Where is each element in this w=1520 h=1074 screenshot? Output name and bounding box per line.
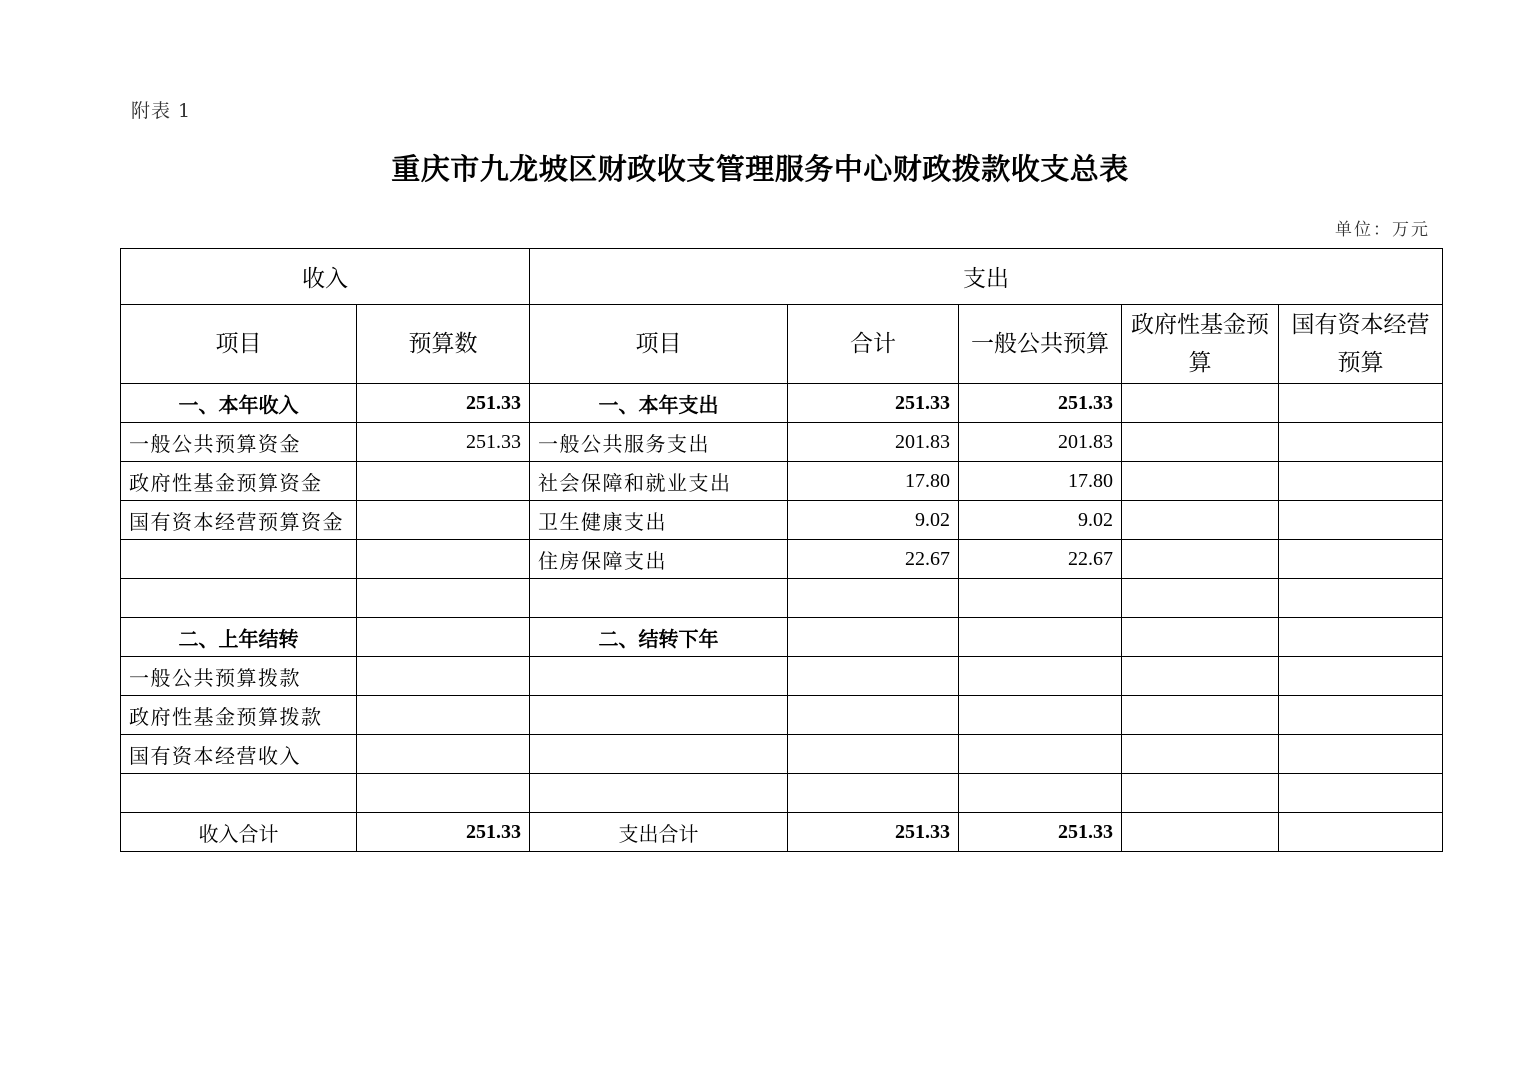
expense-total-label: 支出合计 <box>530 813 788 852</box>
general-budget-cell <box>959 579 1122 618</box>
income-amount-cell <box>357 735 530 774</box>
col-header-general-budget: 一般公共预算 <box>959 305 1122 384</box>
income-item-cell <box>121 774 357 813</box>
state-capital-cell <box>1279 540 1443 579</box>
general-budget-cell: 251.33 <box>959 384 1122 423</box>
budget-table <box>120 248 1443 852</box>
state-capital-cell <box>1279 384 1443 423</box>
state-capital-total <box>1279 813 1443 852</box>
general-budget-cell <box>959 696 1122 735</box>
fund-budget-cell <box>1122 774 1279 813</box>
expense-item-cell <box>530 579 788 618</box>
income-amount-cell: 251.33 <box>357 384 530 423</box>
table-row <box>121 735 1443 774</box>
expense-total-amount: 251.33 <box>788 813 959 852</box>
annex-label: 附表 1 <box>131 100 192 122</box>
income-amount-cell <box>357 696 530 735</box>
expense-total-cell: 251.33 <box>788 384 959 423</box>
fund-budget-cell <box>1122 579 1279 618</box>
expense-total-cell: 201.83 <box>788 423 959 462</box>
table-row <box>121 501 1443 540</box>
fund-budget-cell <box>1122 735 1279 774</box>
income-item-cell: 二、上年结转 <box>121 618 357 657</box>
table-row <box>121 696 1443 735</box>
expense-total-cell <box>788 579 959 618</box>
general-budget-cell <box>959 618 1122 657</box>
table-row <box>121 423 1443 462</box>
income-item-cell: 一、本年收入 <box>121 384 357 423</box>
state-capital-cell <box>1279 774 1443 813</box>
col-header-expense-item: 项目 <box>530 305 788 384</box>
fund-budget-cell <box>1122 696 1279 735</box>
income-amount-cell <box>357 657 530 696</box>
income-amount-cell <box>357 540 530 579</box>
table-row <box>121 579 1443 618</box>
income-amount-cell <box>357 579 530 618</box>
expense-group-header: 支出 <box>530 249 1443 305</box>
col-header-total: 合计 <box>788 305 959 384</box>
expense-item-cell <box>530 735 788 774</box>
table-row <box>121 657 1443 696</box>
general-budget-cell: 9.02 <box>959 501 1122 540</box>
expense-item-cell: 一般公共服务支出 <box>530 423 788 462</box>
expense-item-cell <box>530 696 788 735</box>
column-header-row <box>121 305 1443 384</box>
expense-item-cell: 社会保障和就业支出 <box>530 462 788 501</box>
expense-total-cell <box>788 696 959 735</box>
income-item-cell: 政府性基金预算拨款 <box>121 696 357 735</box>
table-row <box>121 774 1443 813</box>
general-budget-cell: 201.83 <box>959 423 1122 462</box>
page-title: 重庆市九龙坡区财政收支管理服务中心财政拨款收支总表 <box>391 152 1129 186</box>
totals-row <box>121 813 1443 852</box>
income-amount-cell <box>357 618 530 657</box>
fund-budget-total <box>1122 813 1279 852</box>
table-row <box>121 462 1443 501</box>
income-item-cell: 国有资本经营预算资金 <box>121 501 357 540</box>
state-capital-cell <box>1279 618 1443 657</box>
col-header-income-item: 项目 <box>121 305 357 384</box>
state-capital-cell <box>1279 696 1443 735</box>
state-capital-cell <box>1279 501 1443 540</box>
state-capital-cell <box>1279 423 1443 462</box>
fund-budget-cell <box>1122 462 1279 501</box>
income-total-label: 收入合计 <box>121 813 357 852</box>
state-capital-cell <box>1279 462 1443 501</box>
income-amount-cell: 251.33 <box>357 423 530 462</box>
income-group-header: 收入 <box>121 249 530 305</box>
expense-total-cell: 22.67 <box>788 540 959 579</box>
expense-total-cell <box>788 735 959 774</box>
state-capital-cell <box>1279 657 1443 696</box>
table-row <box>121 618 1443 657</box>
general-budget-cell: 17.80 <box>959 462 1122 501</box>
income-amount-cell <box>357 462 530 501</box>
general-budget-cell <box>959 657 1122 696</box>
expense-total-cell <box>788 657 959 696</box>
expense-item-cell <box>530 774 788 813</box>
col-header-state-capital-budget: 国有资本经营预算 <box>1279 305 1443 384</box>
fund-budget-cell <box>1122 384 1279 423</box>
general-budget-cell: 22.67 <box>959 540 1122 579</box>
fund-budget-cell <box>1122 540 1279 579</box>
income-total-amount: 251.33 <box>357 813 530 852</box>
expense-item-cell <box>530 657 788 696</box>
expense-total-cell <box>788 618 959 657</box>
fund-budget-cell <box>1122 423 1279 462</box>
fund-budget-cell <box>1122 657 1279 696</box>
income-item-cell <box>121 579 357 618</box>
expense-item-cell: 住房保障支出 <box>530 540 788 579</box>
income-item-cell: 一般公共预算资金 <box>121 423 357 462</box>
group-header-row <box>121 249 1443 305</box>
income-amount-cell <box>357 774 530 813</box>
expense-total-cell: 17.80 <box>788 462 959 501</box>
expense-total-cell <box>788 774 959 813</box>
general-budget-total: 251.33 <box>959 813 1122 852</box>
state-capital-cell <box>1279 735 1443 774</box>
general-budget-cell <box>959 735 1122 774</box>
col-header-fund-budget: 政府性基金预算 <box>1122 305 1279 384</box>
income-amount-cell <box>357 501 530 540</box>
income-item-cell: 一般公共预算拨款 <box>121 657 357 696</box>
fund-budget-cell <box>1122 618 1279 657</box>
col-header-budget-amount: 预算数 <box>357 305 530 384</box>
general-budget-cell <box>959 774 1122 813</box>
fund-budget-cell <box>1122 501 1279 540</box>
income-item-cell: 国有资本经营收入 <box>121 735 357 774</box>
income-item-cell <box>121 540 357 579</box>
expense-item-cell: 卫生健康支出 <box>530 501 788 540</box>
table-row <box>121 540 1443 579</box>
table-row <box>121 384 1443 423</box>
expense-total-cell: 9.02 <box>788 501 959 540</box>
expense-item-cell: 二、结转下年 <box>530 618 788 657</box>
expense-item-cell: 一、本年支出 <box>530 384 788 423</box>
unit-label: 单位：万元 <box>1335 220 1430 240</box>
income-item-cell: 政府性基金预算资金 <box>121 462 357 501</box>
state-capital-cell <box>1279 579 1443 618</box>
